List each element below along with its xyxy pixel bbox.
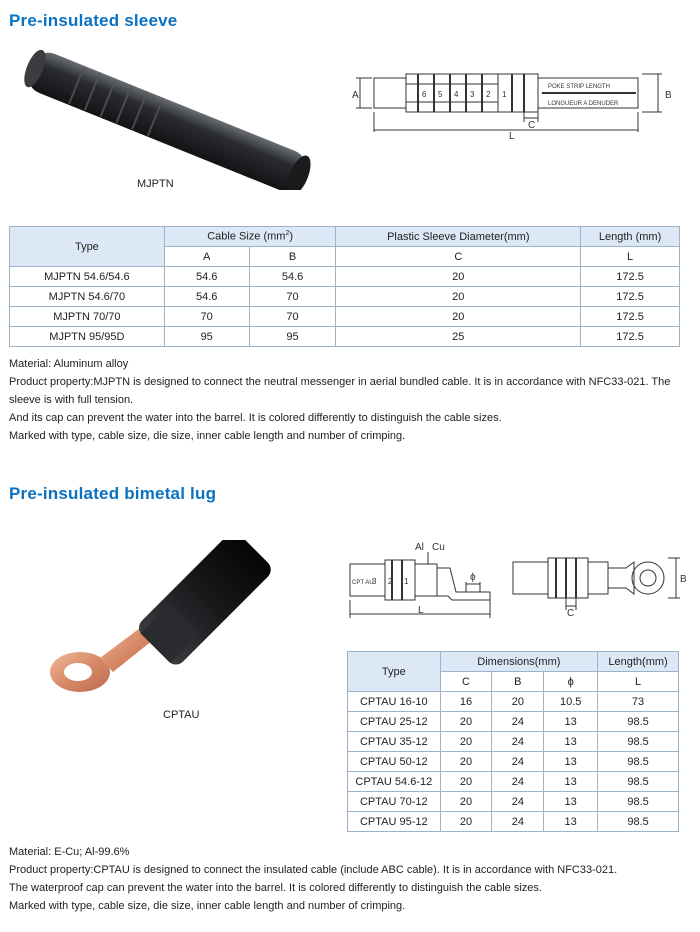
header-c: C <box>440 672 492 692</box>
cell-b: 24 <box>492 792 544 812</box>
cell-phi: 13 <box>544 772 598 792</box>
sleeve-section-title: Pre-insulated sleeve <box>9 11 178 30</box>
cell-b: 24 <box>492 732 544 752</box>
cell-c: 20 <box>336 267 581 287</box>
sleeve-mark-4: 4 <box>454 90 459 99</box>
cell-type: CPTAU 54.6-12 <box>348 772 441 792</box>
lug-mark-3: 3 <box>372 577 377 586</box>
lug-description <box>9 843 694 915</box>
cell-c: 20 <box>440 812 492 832</box>
lug-product-photo <box>45 540 275 710</box>
cell-b: 95 <box>249 327 336 347</box>
cell-type: CPTAU 16-10 <box>348 692 441 712</box>
cell-phi: 13 <box>544 792 598 812</box>
cell-l: 98.5 <box>598 772 679 792</box>
lug-dim-l: L <box>418 605 424 616</box>
header-dimensions: Dimensions(mm) <box>440 652 597 672</box>
table-row <box>10 267 680 287</box>
header-l: L <box>598 672 679 692</box>
header-b: B <box>492 672 544 692</box>
sleeve-mark-5: 5 <box>438 90 443 99</box>
sleeve-dim-l: L <box>509 131 515 142</box>
cell-b: 24 <box>492 712 544 732</box>
cell-l: 98.5 <box>598 792 679 812</box>
header-cable-size: Cable Size $(mm^2)$ <box>164 227 336 247</box>
sleeve-product-photo <box>15 50 320 190</box>
cell-b: 20 <box>492 692 544 712</box>
cell-phi: 13 <box>544 732 598 752</box>
cell-a: 54.6 <box>164 267 249 287</box>
lug-label-phi: ϕ <box>470 572 476 583</box>
cell-b: 24 <box>492 752 544 772</box>
header-c: C <box>336 247 581 267</box>
cell-type: CPTAU 25-12 <box>348 712 441 732</box>
cell-l: 98.5 <box>598 712 679 732</box>
sleeve-caption: MJPTN <box>137 178 174 190</box>
header-length: Length(mm) <box>598 652 679 672</box>
table-row <box>348 732 679 752</box>
sleeve-technical-drawing <box>352 60 682 145</box>
cell-type: CPTAU 70-12 <box>348 792 441 812</box>
cell-type: MJPTN 95/95D <box>10 327 165 347</box>
sleeve-spec-table <box>9 226 680 347</box>
lug-property: Product property:CPTAU is designed to connect the insulated cable (include ABC cable). It is in accordance with NFC33-021. <box>9 864 618 876</box>
lug-label-al: Al <box>415 542 424 553</box>
cell-c: 25 <box>336 327 581 347</box>
lug-side-text: CPT AU <box>352 580 374 586</box>
cell-l: 73 <box>598 692 679 712</box>
sleeve-mark-3: 3 <box>470 90 475 99</box>
sleeve-mark-6: 6 <box>422 90 427 99</box>
cell-c: 20 <box>440 732 492 752</box>
header-length: Length (mm) <box>581 227 680 247</box>
cell-a: 95 <box>164 327 249 347</box>
header-b: B <box>249 247 336 267</box>
cell-b: 24 <box>492 812 544 832</box>
lug-mark-1: 1 <box>404 577 409 586</box>
sleeve-dim-c: C <box>528 120 536 131</box>
sleeve-dim-a: A <box>352 90 359 101</box>
table-row <box>348 752 679 772</box>
lug-section-title: Pre-insulated bimetal lug <box>9 484 217 503</box>
cell-type: CPTAU 50-12 <box>348 752 441 772</box>
sleeve-cap-note: And its cap can prevent the water into the barrel. It is colored differently to distinguish the cable sizes. <box>9 412 502 424</box>
table-row <box>348 792 679 812</box>
lug-marking-note: Marked with type, cable size, die size, inner cable length and number of crimping. <box>9 900 406 912</box>
cell-c: 20 <box>440 712 492 732</box>
header-a: A <box>164 247 249 267</box>
cell-phi: 10.5 <box>544 692 598 712</box>
cell-phi: 13 <box>544 752 598 772</box>
table-row <box>348 812 679 832</box>
cell-type: MJPTN 54.6/70 <box>10 287 165 307</box>
sleeve-mark-2: 2 <box>486 90 491 99</box>
lug-label-cu: Cu <box>432 542 445 553</box>
lug-drawing-top <box>508 548 688 618</box>
sleeve-strip-text: POKE STRIP LENGTH <box>548 84 610 90</box>
table-row <box>10 327 680 347</box>
cell-c: 20 <box>440 752 492 772</box>
cell-b: 70 <box>249 287 336 307</box>
sleeve-strip-text-fr: LONGUEUR A DENUDER <box>548 101 619 107</box>
cell-l: 98.5 <box>598 732 679 752</box>
sleeve-mark-1: 1 <box>502 90 507 99</box>
sleeve-dim-b: B <box>665 90 672 101</box>
header-sleeve-diameter: Plastic Sleeve Diameter(mm) <box>336 227 581 247</box>
cell-l: 172.5 <box>581 287 680 307</box>
table-row <box>348 772 679 792</box>
cell-l: 98.5 <box>598 752 679 772</box>
cell-l: 172.5 <box>581 307 680 327</box>
cell-c: 16 <box>440 692 492 712</box>
cell-c: 20 <box>336 307 581 327</box>
cell-c: 20 <box>440 792 492 812</box>
lug-material: Material: E-Cu; Al-99.6% <box>9 846 130 858</box>
lug-dim-c: C <box>567 608 575 618</box>
table-row <box>10 307 680 327</box>
cell-type: MJPTN 54.6/54.6 <box>10 267 165 287</box>
header-type: Type <box>10 227 165 267</box>
cell-type: CPTAU 95-12 <box>348 812 441 832</box>
cell-b: 70 <box>249 307 336 327</box>
lug-drawing-side <box>340 538 500 623</box>
table-row <box>348 712 679 732</box>
cell-phi: 13 <box>544 712 598 732</box>
lug-mark-2: 2 <box>388 577 393 586</box>
lug-cap-note: The waterproof cap can prevent the water into the barrel. It is colored differently to distinguish the cable sizes. <box>9 882 542 894</box>
header-l: L <box>581 247 680 267</box>
cell-phi: 13 <box>544 812 598 832</box>
header-type: Type <box>348 652 441 692</box>
cell-l: 172.5 <box>581 327 680 347</box>
cell-type: CPTAU 35-12 <box>348 732 441 752</box>
cell-b: 24 <box>492 772 544 792</box>
table-row <box>348 692 679 712</box>
cell-c: 20 <box>336 287 581 307</box>
lug-caption: CPTAU <box>163 709 200 721</box>
sleeve-property-line2: sleeve is with full tension. <box>9 394 134 406</box>
lug-dim-b: B <box>680 574 687 585</box>
cell-l: 98.5 <box>598 812 679 832</box>
cell-a: 54.6 <box>164 287 249 307</box>
cell-type: MJPTN 70/70 <box>10 307 165 327</box>
cell-c: 20 <box>440 772 492 792</box>
sleeve-material: Material: Aluminum alloy <box>9 358 129 370</box>
sleeve-marking-note: Marked with type, cable size, die size, inner cable length and number of crimping. <box>9 430 406 442</box>
cell-b: 54.6 <box>249 267 336 287</box>
cell-l: 172.5 <box>581 267 680 287</box>
cell-a: 70 <box>164 307 249 327</box>
sleeve-property-line1: Product property:MJPTN is designed to connect the neutral messenger in aerial bundled cable. It is in accordance with NFC33-021. The <box>9 376 671 388</box>
table-row <box>10 287 680 307</box>
sleeve-description <box>9 355 694 445</box>
header-phi: ϕ <box>544 672 598 692</box>
lug-spec-table <box>347 651 679 832</box>
